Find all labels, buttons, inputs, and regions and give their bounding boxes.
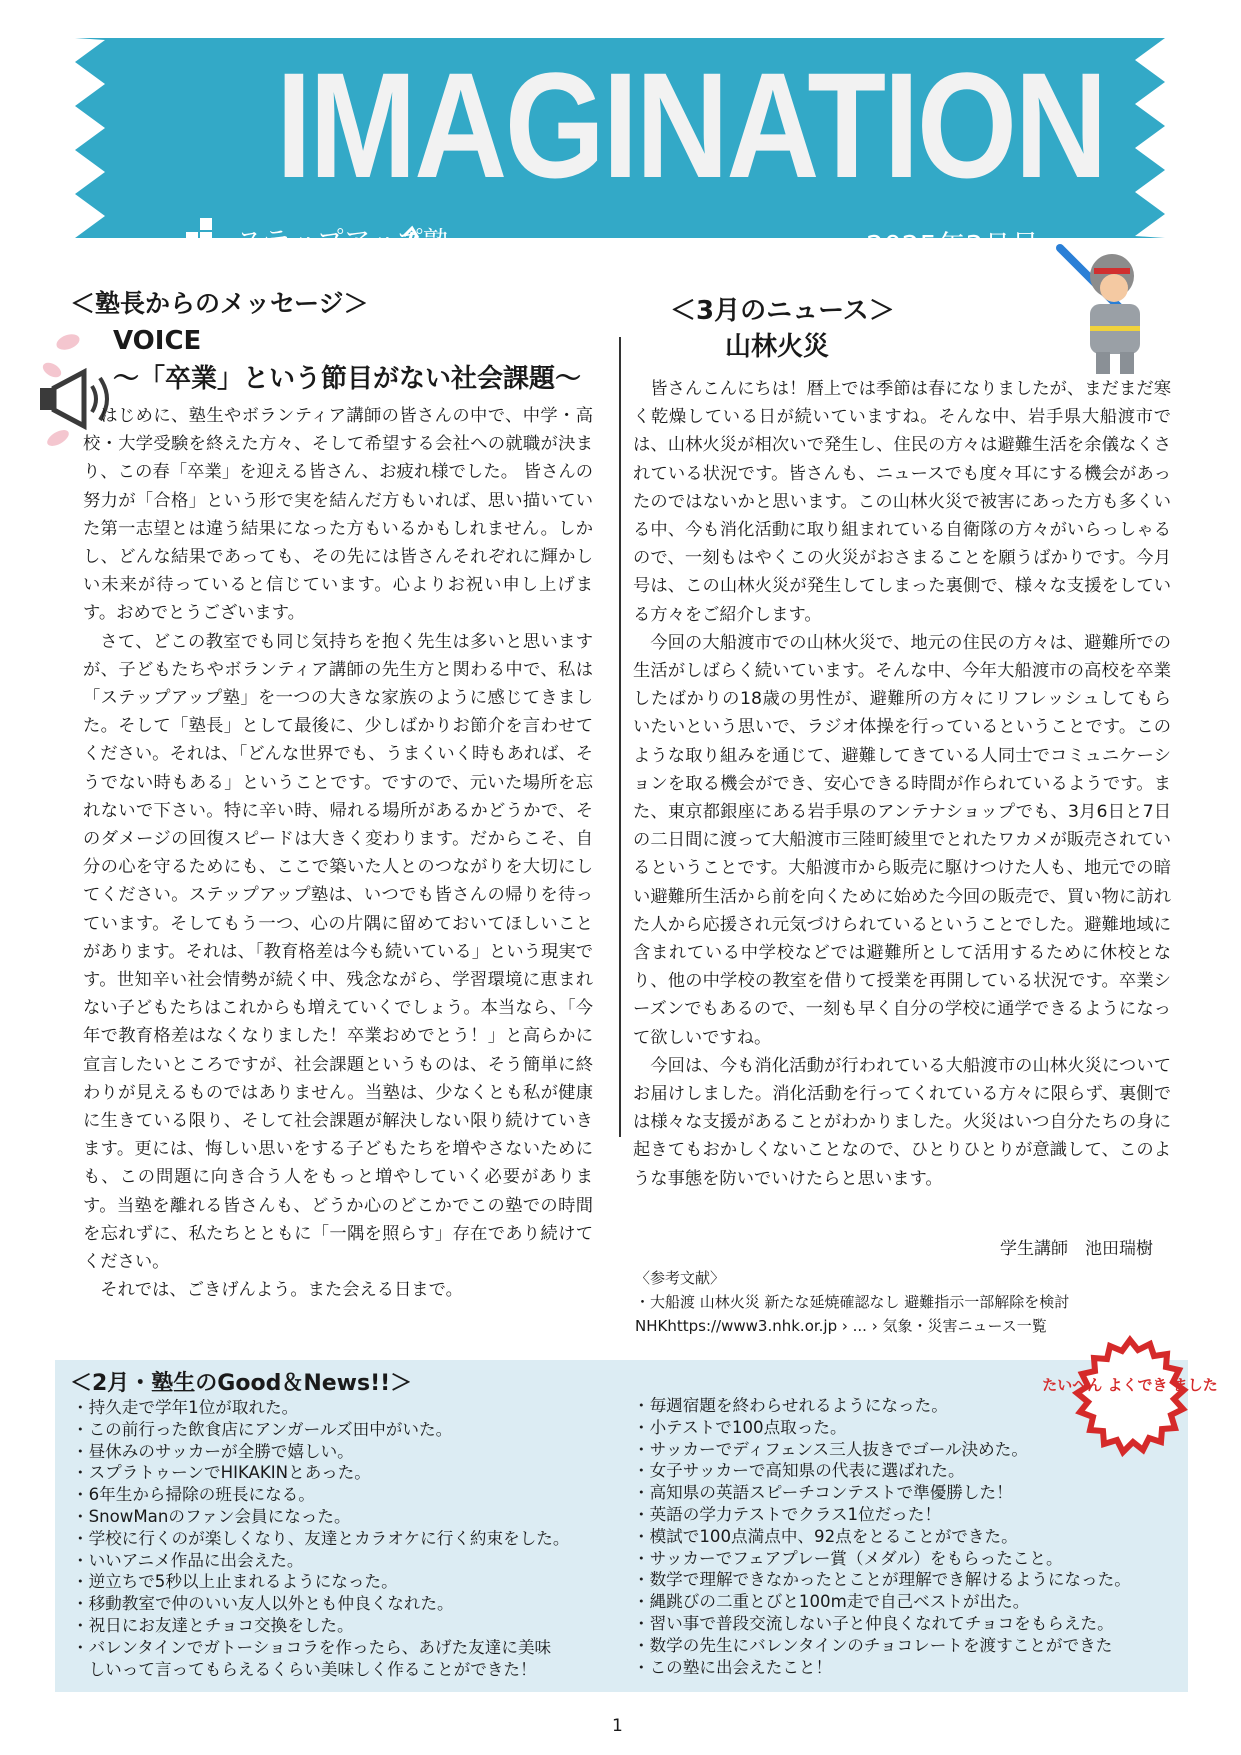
issue-date: 2025年3月号	[866, 229, 1040, 262]
message-paragraph: さて、どこの教室でも同じ気持ちを抱く先生は多いと思いますが、子どもたちやボランティア講師の先生方と関わる中で、私は「ステップアップ塾」を一つの大きな家族のように感じてきました。そして「塾長」として最後に、少しばかりお節介を言わせてください。それは、「どんな世界でも、うまくいく時もあれば、そうでない時もある」ということです。ですので、元いた場所を忘れないで下さい。特に辛い時、帰れる場所があるかどうかで、そのダメージの回復スピードは大きく変わります。だからこそ、自分の心を守るためにも、ここで築いた人とのつながりを大切にしてください。ステップアップ塾は、いつでも皆さんの帰りを待っています。そしてもう一つ、心の片隅に留めておいてほしいことがあります。それは、「教育格差は今も続いている」という現実です。世知辛い社会情勢が続く中、残念ながら、学習環境に恵まれない子どもたちはこれからも増えていくでしょう。本当なら、「今年で教育格差はなくなりました！卒業おめでとう！」と高らかに宣言したいところですが、社会課題というものは、そう簡単に終わりが見えるものではありません。当塾は、少なくとも私が健康に生きている限り、そして社会課題が解決しない限り続けていきます。更には、悔しい思いをする子どもたちを増やさないためにも、この問題に向き合う人をもっと増やしていく必要があります。当塾を離れる皆さんも、どうか心のどこかでこの塾での時間を忘れずに、私たちとともに「一隅を照らす」存在であり続けてください。	[83, 631, 593, 1273]
list-item: ・スプラトゥーンでHIKAKINとあった。	[72, 1463, 371, 1483]
list-item: ・習い事で普段交流しない子と仲良くなれてチョコをもらえた。	[633, 1613, 1114, 1633]
author-signature: 学生講師 池田瑞樹	[1000, 1239, 1153, 1259]
message-paragraph: それでは、ごきげんよう。また会える日まで。	[100, 1280, 463, 1301]
news-paragraph: 皆さんこんにちは！暦上では季節は春になりましたが、まだまだ寒く乾燥している日が続いていますね。そんな中、岩手県大船渡市では、山林火災が相次いで発生し、住民の方々は避難生活を余儀なくされている状況です。皆さんも、ニュースでも度々耳にする機会があったのではないかと思います。この山林火災で被害にあった方も多くいる中、今も消化活動に取り組まれている自衛隊の方々がいらっしゃるので、一刻もはやくこの火災がおさまることを願うばかりです。今月号は、この山林火災が発生してしまった裏側で、様々な支援をしている方々をご紹介します。	[633, 379, 1171, 625]
good-news-left-list	[72, 1397, 569, 1680]
list-item: ・学校に行くのが楽しくなり、友達とカラオケに行く約束をした。	[72, 1528, 570, 1548]
references	[635, 1266, 1155, 1338]
list-item: ・サッカーでディフェンス三人抜きでゴール決めた。	[633, 1439, 1028, 1459]
list-item: ・英語の学力テストでクラス1位だった！	[633, 1504, 942, 1524]
left-section-title: ＜塾長からのメッセージ＞	[70, 289, 369, 318]
newsletter-title: IMAGINATION	[276, 41, 1106, 209]
reference-item: ・大船渡 山林火災 新たな延焼確認なし 避難指示一部解除を検討	[635, 1293, 1070, 1311]
list-item: ・6年生から掃除の班長になる。	[72, 1485, 315, 1505]
list-item: ・昼休みのサッカーが全勝で嬉しい。	[72, 1441, 354, 1461]
list-item: ・サッカーでフェアプレー賞（メダル）をもらったこと。	[633, 1548, 1063, 1568]
reference-url: NHKhttps://www3.nhk.or.jp › ... › 気象・災害ニュース一覧	[635, 1317, 1047, 1335]
list-item: ・数学の先生にバレンタインのチョコレートを渡すことができた	[633, 1635, 1113, 1655]
good-news-right-list	[633, 1395, 1131, 1678]
list-item: ・数学で理解できなかったとことが理解でき解けるようになった。	[633, 1570, 1131, 1590]
page-number: 1	[612, 1716, 623, 1736]
firefighter-illustration-icon	[1050, 246, 1170, 376]
list-item: ・高知県の英語スピーチコンテストで準優勝した！	[633, 1483, 1013, 1503]
right-section-title: ＜3月のニュース＞	[670, 296, 895, 326]
list-item: ・女子サッカーで高知県の代表に選ばれた。	[633, 1461, 965, 1481]
list-item: ・模試で100点満点中、92点をとることができた。	[633, 1526, 1018, 1546]
column-divider	[619, 337, 621, 1137]
list-item: ・この前行った飲食店にアンガールズ田中がいた。	[72, 1419, 453, 1439]
logo-text: ステップアップ塾	[236, 227, 450, 258]
message-paragraph: はじめに、塾生やボランティア講師の皆さんの中で、中学・高校・大学受験を終えた方々、そして希望する会社への就職が決まり、この春「卒業」を迎える皆さん、お疲れ様でした。 皆さんの努力が「合格」という形で実を結んだ方もいれば、思い描いていた第一志望とは違う結果になった方もいるかもしれません。しかし、どんな結果であっても、その先には皆さんそれぞれに輝かしい未来が待っていると信じています。心よりお祝い申し上げます。おめでとうございます。	[83, 406, 593, 624]
news-paragraph: 今回の大船渡市での山林火災で、地元の住民の方々は、避難所での生活がしばらく続いています。そんな中、今年大船渡市の高校を卒業したばかりの18歳の男性が、避難所の方々にリフレッシュしてもらいたいという思いで、ラジオ体操を行っているということです。このような取り組みを通じて、避難してきている人同士でコミュニケーションを取る機会ができ、安心できる時間が作られているようです。また、東京都銀座にある岩手県のアンテナショップでも、3月6日と7日の二日間に渡って大船渡市三陸町綾里でとれたワカメが販売されているということです。大船渡市から販売に駆けつけた人も、地元での暗い避難所生活から前を向くために始めた今回の販売で、買い物に訪れた人から応援され元気づけられているということでした。避難地域に含まれている中学校などでは避難所として活用するために休校となり、他の中学校の教室を借りて授業を再開している状況です。卒業シーズンでもあるので、一刻も早く自分の学校に通学できるようになって欲しいですね。	[633, 632, 1171, 1048]
stamp-text: たいへん よくでき ました	[1042, 1376, 1218, 1394]
good-news-title: ＜2月・塾生のGood＆News!!＞	[70, 1371, 413, 1396]
list-item: ・縄跳びの二重とびと100m走で自己ベストが出た。	[633, 1592, 1030, 1612]
list-item: ・移動教室で仲のいい友人以外とも仲良くなれた。	[72, 1594, 454, 1614]
list-item: ・祝日にお友達とチョコ交換をした。	[72, 1615, 354, 1635]
list-item: しいって言ってもらえるくらい美味しく作ることができた！	[72, 1659, 537, 1679]
news-topic: 山林火災	[725, 332, 830, 362]
list-item: ・小テストで100点取った。	[633, 1417, 847, 1437]
list-item: ・バレンタインでガトーショコラを作ったら、あげた友達に美味	[72, 1637, 552, 1657]
list-item: ・SnowManのファン会員になった。	[72, 1506, 351, 1526]
news-paragraph: 今回は、今も消化活動が行われている大船渡市の山林火災についてお届けしました。消化活動を行ってくれている方々に限らず、裏側では様々な支援があることがわかりました。火災はいつ自分たちの身に起きてもおかしくないことなので、ひとりひとりが意識して、このような事態を防いでいけたらと思います。	[633, 1055, 1171, 1189]
voice-subtitle: ～「卒業」という節目がない社会課題～	[113, 364, 582, 394]
voice-title: VOICE	[113, 326, 202, 356]
list-item: ・いいアニメ作品に出会えた。	[72, 1550, 304, 1570]
list-item: ・逆立ちで5秒以上止まれるようになった。	[72, 1572, 398, 1592]
list-item: ・この塾に出会えたこと！	[633, 1657, 833, 1677]
list-item: ・持久走で学年1位が取れた。	[72, 1398, 299, 1417]
message-body	[83, 402, 593, 1305]
list-item: ・毎週宿題を終わらせれるようになった。	[633, 1396, 948, 1415]
news-body	[633, 375, 1171, 1193]
references-title: 〈参考文献〉	[635, 1269, 726, 1287]
